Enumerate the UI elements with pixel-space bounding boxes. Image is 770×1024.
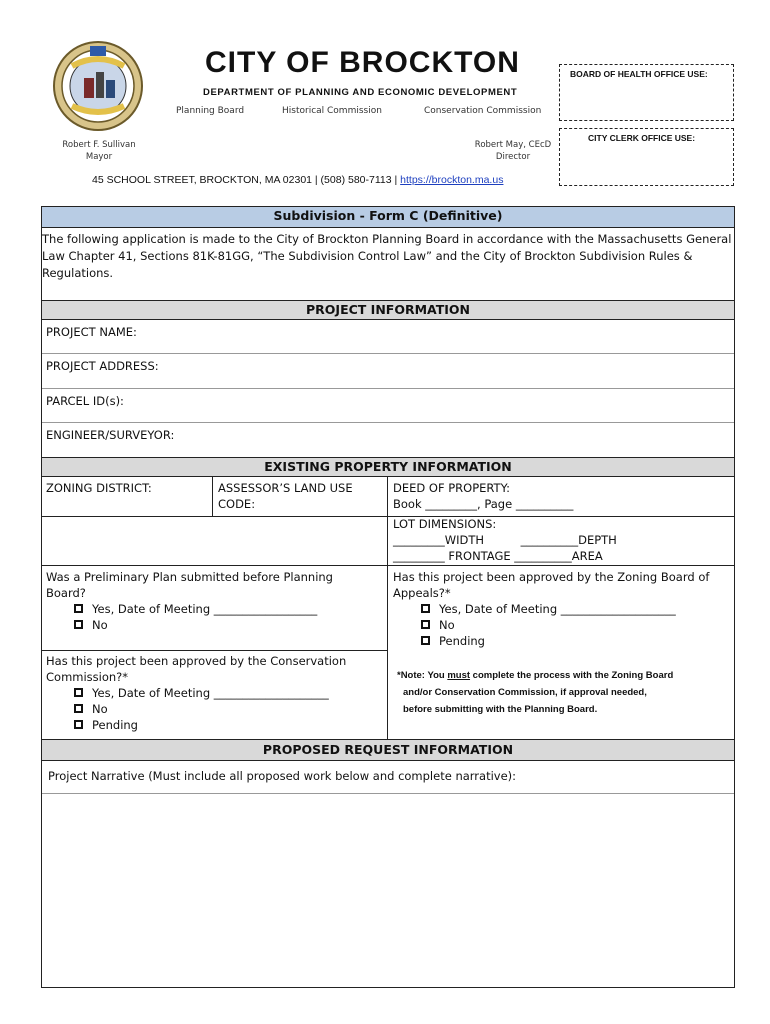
prelim-question-line2: Board? bbox=[46, 586, 86, 600]
board-of-health-label: BOARD OF HEALTH OFFICE USE: bbox=[570, 69, 708, 79]
project-address-field[interactable] bbox=[42, 354, 734, 389]
city-title: CITY OF BROCKTON bbox=[205, 46, 520, 79]
zba-pending-label: Pending bbox=[439, 634, 485, 648]
checkbox[interactable] bbox=[74, 688, 83, 697]
city-clerk-label: CITY CLERK OFFICE USE: bbox=[588, 133, 696, 143]
narrative-label: Project Narrative (Must include all proposed work below and complete narrative): bbox=[42, 761, 734, 794]
project-section-header: PROJECT INFORMATION bbox=[42, 300, 734, 320]
checkbox[interactable] bbox=[74, 704, 83, 713]
division-planning-board: Planning Board bbox=[176, 106, 245, 116]
director-block bbox=[468, 139, 558, 163]
concom-no-option[interactable] bbox=[46, 701, 346, 717]
concom-yes-option[interactable] bbox=[46, 685, 346, 701]
checkbox[interactable] bbox=[421, 620, 430, 629]
note-line3: before submitting with the Planning Board. bbox=[403, 704, 598, 715]
deed-of-property-field[interactable] bbox=[393, 480, 573, 512]
checkbox[interactable] bbox=[74, 604, 83, 613]
grid-divider bbox=[42, 565, 734, 566]
zba-question-line1: Has this project been approved by the Zoning Board of bbox=[393, 570, 710, 584]
zba-no-label: No bbox=[439, 618, 455, 632]
prelim-question-line1: Was a Preliminary Plan submitted before Planning bbox=[46, 570, 333, 584]
checkbox[interactable] bbox=[74, 620, 83, 629]
concom-question-line1: Has this project been approved by the Conservation bbox=[46, 654, 347, 668]
parcel-id-label: PARCEL ID(s): bbox=[46, 394, 124, 408]
checkbox[interactable] bbox=[421, 636, 430, 645]
approval-note bbox=[397, 667, 673, 718]
division-conservation-commission: Conservation Commission bbox=[424, 106, 542, 116]
subdivision-form bbox=[41, 206, 735, 988]
zba-pending-option[interactable] bbox=[393, 633, 709, 649]
deed-label: DEED OF PROPERTY: bbox=[393, 481, 510, 495]
director-name: Robert May, CEcD bbox=[474, 140, 552, 150]
concom-question-line2: Commission?* bbox=[46, 670, 129, 684]
zba-no-option[interactable] bbox=[393, 617, 709, 633]
prelim-yes-label: Yes, Date of Meeting __________________ bbox=[92, 602, 318, 616]
zba-yes-option[interactable] bbox=[393, 601, 709, 617]
prelim-yes-option[interactable] bbox=[46, 601, 333, 617]
address-text: 45 SCHOOL STREET, BROCKTON, MA 02301 | (508) 580-7113 | bbox=[92, 174, 401, 186]
assessor-label-line1: ASSESSOR’S LAND USE bbox=[218, 481, 353, 495]
website-link[interactable]: https://brockton.ma.us bbox=[400, 174, 504, 186]
mayor-block bbox=[58, 139, 140, 163]
zoning-board-question bbox=[393, 569, 709, 649]
project-address-label: PROJECT ADDRESS: bbox=[46, 359, 159, 373]
narrative-textarea[interactable] bbox=[42, 794, 734, 987]
prelim-no-label: No bbox=[92, 618, 108, 632]
concom-yes-label: Yes, Date of Meeting ____________________ bbox=[92, 686, 329, 700]
checkbox[interactable] bbox=[74, 720, 83, 729]
mayor-title: Mayor bbox=[85, 152, 113, 162]
engineer-surveyor-field[interactable] bbox=[42, 423, 734, 457]
division-historical-commission: Historical Commission bbox=[282, 106, 382, 116]
checkbox[interactable] bbox=[421, 604, 430, 613]
existing-section-header: EXISTING PROPERTY INFORMATION bbox=[42, 457, 734, 477]
parcel-id-field[interactable] bbox=[42, 389, 734, 423]
engineer-surveyor-label: ENGINEER/SURVEYOR: bbox=[46, 428, 175, 442]
prelim-no-option[interactable] bbox=[46, 617, 333, 633]
grid-divider bbox=[42, 650, 387, 651]
concom-pending-label: Pending bbox=[92, 718, 138, 732]
concom-pending-option[interactable] bbox=[46, 717, 346, 733]
lot-width-depth: _________WIDTH __________DEPTH bbox=[393, 533, 617, 547]
zba-question-line2: Appeals?* bbox=[393, 586, 451, 600]
assessor-label-line2: CODE: bbox=[218, 497, 256, 511]
preliminary-plan-question bbox=[46, 569, 333, 633]
note-must: must bbox=[447, 670, 471, 681]
deed-book-page: Book _________, Page __________ bbox=[393, 497, 574, 511]
lot-dimensions-field[interactable] bbox=[393, 516, 617, 564]
mayor-name: Robert F. Sullivan bbox=[62, 140, 136, 150]
form-title: Subdivision - Form C (Definitive) bbox=[42, 207, 734, 228]
address-line bbox=[92, 174, 503, 186]
city-seal-logo bbox=[52, 40, 144, 132]
grid-divider bbox=[42, 516, 387, 517]
zba-yes-label: Yes, Date of Meeting ____________________ bbox=[439, 602, 676, 616]
department-name: DEPARTMENT OF PLANNING AND ECONOMIC DEVELOPMENT bbox=[203, 87, 518, 98]
concom-no-label: No bbox=[92, 702, 108, 716]
city-clerk-box bbox=[559, 128, 734, 186]
project-name-label: PROJECT NAME: bbox=[46, 325, 137, 339]
director-title: Director bbox=[495, 152, 531, 162]
note-prefix: *Note: You bbox=[397, 670, 448, 681]
project-name-field[interactable] bbox=[42, 320, 734, 354]
lot-dimensions-label: LOT DIMENSIONS: bbox=[393, 517, 497, 531]
proposed-section-header: PROPOSED REQUEST INFORMATION bbox=[42, 739, 734, 761]
board-of-health-box bbox=[559, 64, 734, 121]
zoning-district-field[interactable]: ZONING DISTRICT: bbox=[46, 481, 152, 495]
note-line2: and/or Conservation Commission, if approval needed, bbox=[403, 687, 647, 698]
conservation-question bbox=[46, 653, 346, 733]
assessor-land-use-field[interactable] bbox=[218, 480, 353, 512]
note-line1-rest: complete the process with the Zoning Board bbox=[470, 670, 674, 681]
lot-frontage-area: _________ FRONTAGE __________AREA bbox=[393, 549, 603, 563]
grid-divider bbox=[212, 477, 213, 517]
form-intro: The following application is made to the City of Brockton Planning Board in accordance with the Massachusetts General Law Chapter 41, Sections 81K-81GG, “The Subdivision Control Law” and the City of Brockton Subdivision Rules & Regulations. bbox=[42, 232, 732, 280]
